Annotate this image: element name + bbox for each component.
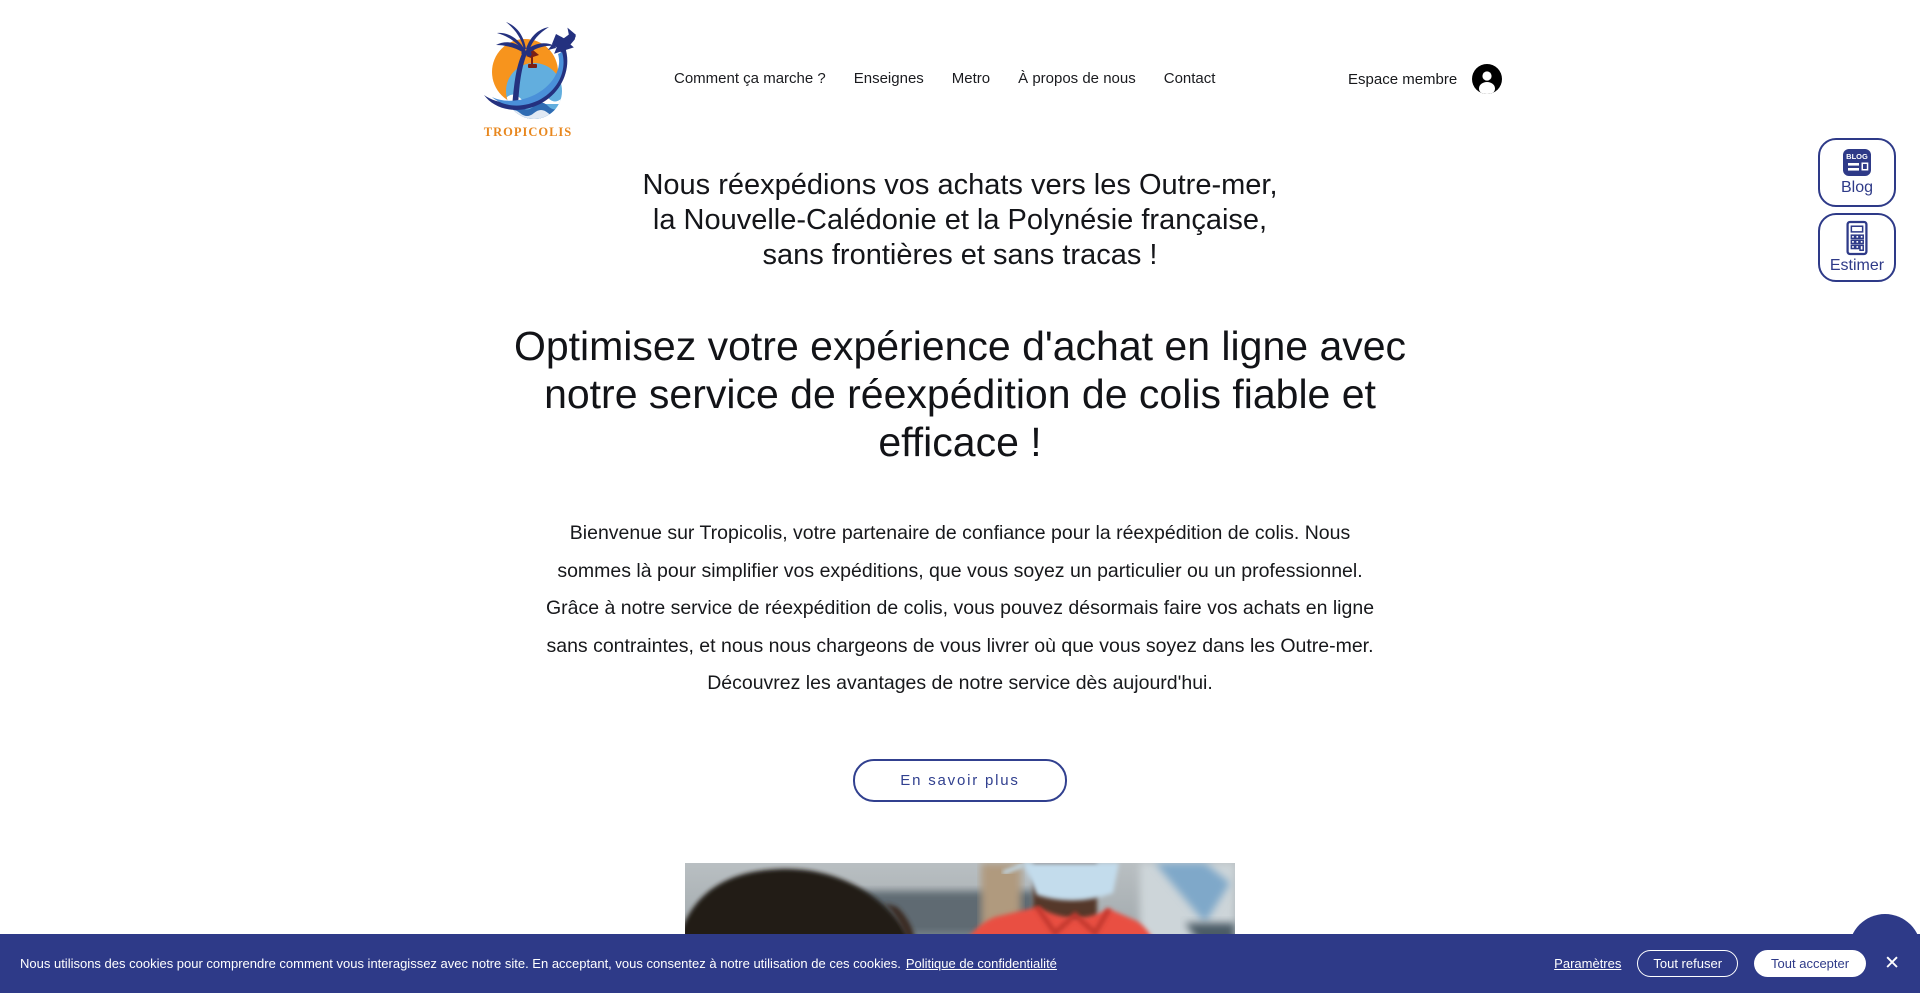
hero-intro-line: la Nouvelle-Calédonie et la Polynésie française, — [652, 204, 1268, 236]
nav-item-contact[interactable]: Contact — [1163, 70, 1216, 87]
tropicolis-logo[interactable] — [468, 12, 588, 142]
nav-item-a-propos[interactable]: À propos de nous — [1018, 70, 1136, 87]
svg-text:BLOG: BLOG — [1846, 152, 1868, 161]
hero-paragraph-line: sans contraintes, et nous nous chargeons de vous livrer où que vous soyez dans les Outre-mer. — [546, 634, 1374, 657]
blog-button[interactable] — [1818, 138, 1896, 207]
hero-intro-heading — [260, 168, 1660, 273]
hero-headline-line: Optimisez votre expérience d'achat en ligne avec — [513, 323, 1407, 369]
hero-paragraph-line: Découvrez les avantages de notre service dès aujourd'hui. — [707, 672, 1213, 694]
member-area-button[interactable] — [1348, 64, 1502, 94]
cookie-settings-link[interactable]: Paramètres — [1554, 956, 1622, 971]
accept-all-button[interactable]: Tout accepter — [1754, 950, 1866, 977]
close-icon[interactable]: ✕ — [1884, 953, 1900, 974]
hero-paragraph-line: Grâce à notre service de réexpédition de colis, vous pouvez désormais faire vos achats en ligne — [545, 597, 1375, 619]
privacy-policy-link[interactable]: Politique de confidentialité — [905, 956, 1057, 971]
cookie-message: Nous utilisons des cookies pour comprendre comment vous interagissez avec notre site. En acceptant, vous consentez à notre utilisation de ces cookies. — [20, 956, 901, 971]
hero-paragraph — [470, 515, 1450, 703]
learn-more-button[interactable]: En savoir plus — [853, 759, 1067, 802]
hero-intro-line: sans frontières et sans tracas ! — [762, 239, 1158, 271]
hero-paragraph-line: Bienvenue sur Tropicolis, votre partenaire de confiance pour la réexpédition de colis. Nous — [569, 522, 1351, 544]
hero-headline-line: notre service de réexpédition de colis fiable et — [544, 371, 1376, 417]
logo-brand-text: TROPICOLIS — [483, 125, 573, 139]
blog-icon — [1840, 148, 1874, 178]
calculator-icon — [1841, 220, 1873, 256]
refuse-all-button[interactable]: Tout refuser — [1637, 950, 1738, 977]
nav-item-comment-ca-marche[interactable]: Comment ça marche ? — [674, 70, 826, 87]
hero-headline-line: efficace ! — [878, 419, 1042, 465]
estimate-button[interactable] — [1818, 213, 1896, 282]
blog-button-label: Blog — [1840, 179, 1874, 196]
member-area-label: Espace membre — [1348, 70, 1458, 88]
hero-headline — [260, 322, 1660, 466]
cookie-banner — [0, 934, 1920, 993]
hero-intro-line: Nous réexpédions vos achats vers les Outre-mer, — [642, 169, 1278, 201]
hero-paragraph-line: sommes là pour simplifier vos expéditions, que vous soyez un particulier ou un professionnel. — [557, 559, 1363, 582]
floating-side-buttons — [1818, 138, 1896, 282]
user-avatar-icon[interactable] — [1472, 64, 1502, 94]
main-nav — [674, 70, 1215, 87]
nav-item-enseignes[interactable]: Enseignes — [853, 70, 924, 87]
face-mask — [1023, 863, 1119, 901]
estimate-button-label: Estimer — [1829, 257, 1885, 274]
nav-item-metro[interactable]: Metro — [951, 70, 991, 87]
